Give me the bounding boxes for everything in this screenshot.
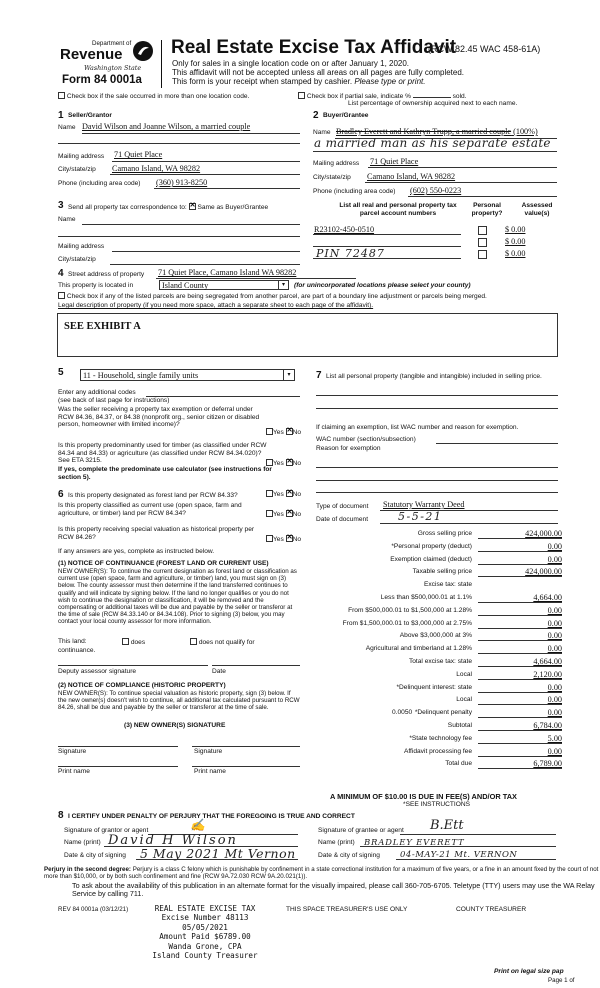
page-number: Page 1 of (548, 977, 575, 984)
revision-label: REV 84 0001a (03/12/21) (58, 906, 129, 913)
doc-date-label: Date of document (316, 516, 369, 523)
wac-label: WAC number (section/subsection) (316, 436, 416, 443)
legal-description: SEE EXHIBIT A (64, 321, 141, 332)
personal-checkbox-1[interactable] (478, 226, 487, 235)
tax-row-underline (478, 576, 562, 577)
corr-city-label: City/state/zip (58, 256, 96, 263)
timber-question: Is this property predominantly used for timber (as classified under RCW 84.34 and 84.33) or agriculture (as classified under RCW 84.34.020)? See ETA 3215. (58, 442, 267, 465)
certify-statement: I CERTIFY UNDER PENALTY OF PERJURY THAT THE FOREGOING IS TRUE AND CORRECT (68, 813, 355, 820)
tax-row-value[interactable]: 0.00 (547, 541, 562, 551)
section-3-number: 3 (58, 200, 64, 211)
tax-row-label: *Delinquent penalty (414, 709, 472, 717)
tax-row-underline (478, 756, 562, 757)
tax-row-value[interactable]: 0.00 (547, 682, 562, 692)
grantee-signature-label: Signature of grantee or agent (318, 827, 404, 834)
tax-row-label: Local (456, 670, 472, 678)
timber-answer[interactable]: Yes ✕ No (266, 459, 301, 468)
assessed-value-2[interactable]: $ 0.00 (505, 237, 526, 246)
tax-row-label: Taxable selling price (412, 568, 472, 576)
tax-row-label: Agricultural and timberland at 1.28% (365, 645, 472, 653)
grantee-name-label: Name (print) (318, 839, 355, 846)
tax-row-value[interactable]: 0.00 (547, 708, 562, 718)
perjury-statement: Perjury in the second degree: Perjury is a class C felony which is punishable by confinement in a state correctional institution for a maximum of five years, or a fine in an amount fixed by the court of not more than $10,000, or by both such confinement and fine (RCW 9A.72.030 RCW 9A.20.021(1)). (44, 866, 599, 881)
seller-mail-label: Mailing address (58, 153, 105, 160)
street-label: Street address of property (68, 271, 145, 278)
percentage-note: List percentage of ownership acquired next to each name. (348, 100, 518, 107)
use-code-select[interactable]: 11 - Household, single family units ▾ (80, 369, 295, 381)
tax-row-label: Gross selling price (417, 530, 472, 537)
section-7-number: 7 (316, 370, 322, 381)
personal-checkbox-3[interactable] (478, 250, 487, 259)
notice-continuance-body: NEW OWNER(S): To continue the current designation as forest land or classification as current use (open space, farm and agriculture, or timber) land, you must sign on (3) below. The county assessor must then determine if the land transferred continues to qualify and will indicate by signing below. If the land no longer qualifies or you do not wish to continue the designation or classification, it will be removed and the compensating or additional taxes will be due and payable by the seller or transferor at the time of sale (RCW 84.33.140 or 84.34.108). Prior to signing (3) below, you may contact your local county assessor for more information. (58, 568, 297, 626)
personal-checkbox-2[interactable] (478, 238, 487, 247)
answers-note: If any answers are yes, complete as instructed below. (58, 548, 215, 555)
treasurer-receipt-stamp: REAL ESTATE EXCISE TAX Excise Number 48113 05/05/2021 Amount Paid $6789.00 Wanda Grone, CPA Island County Treasurer (152, 904, 258, 961)
section-4-number: 4 (58, 268, 64, 279)
codes-instructions: (see back of last page for instructions) (58, 397, 170, 404)
seller-heading: Seller/Grantor (68, 112, 112, 119)
new-owner-signature-title: (3) NEW OWNER(S) SIGNATURE (124, 722, 226, 729)
assessed-value-3[interactable]: $ 0.00 (505, 249, 526, 258)
historic-answer[interactable]: Yes ✕ No (266, 535, 301, 544)
tax-row-value[interactable]: 424,000.00 (525, 529, 562, 538)
header-line-3: This form is your receipt when stamped by cashier. Please type or print. (172, 77, 426, 86)
chevron-down-icon[interactable]: ▾ (283, 370, 294, 380)
grantor-signature-label: Signature of grantor or agent (64, 827, 149, 834)
tax-row-label: *State technology fee (409, 734, 472, 742)
local-rate: 0.0050 (392, 709, 413, 716)
checkbox[interactable] (58, 292, 65, 299)
see-instructions: *SEE INSTRUCTIONS (403, 801, 471, 808)
tax-row-value[interactable]: 0.00 (547, 695, 562, 705)
historic-question: Is this property receiving special valuation as historical property per RCW 84.26? (58, 526, 255, 541)
buyer-name[interactable]: Bradley Everett and Kathryn Trupp, a married couple (100%) (336, 127, 538, 136)
section-8-number: 8 (58, 810, 64, 821)
tax-row-underline (478, 640, 562, 641)
owner-print-label-2: Print name (194, 768, 226, 775)
exemption-question: Was the seller receiving a property tax exemption or deferral under RCW 84.36, 84.37, or 84.38 (nonprofit org., senior citizen or disabled person, homeowner with limited income)? (58, 406, 260, 429)
grantor-name-label: Name (print) (64, 839, 101, 846)
street-address[interactable]: 71 Quiet Place, Camano Island WA 98282 (158, 268, 297, 277)
exemption-label: If claiming an exemption, list WAC number and reason for exemption. (316, 424, 519, 431)
tax-row-value[interactable]: 6,784.00 (533, 721, 562, 730)
segregated-check[interactable]: Check box if any of the listed parcels are being segregated from another parcel, are part of a boundary line adjustment or parcels being merged. (58, 292, 487, 301)
grantee-signature[interactable]: B.Ett (430, 818, 464, 833)
exemption-answer[interactable]: Yes ✕ No (266, 428, 301, 437)
personal-heading: Personal property? (471, 202, 503, 217)
tax-row-underline (478, 551, 562, 552)
tax-row-label: Total excise tax: state (408, 658, 472, 665)
seller-phone[interactable]: (360) 913-8250 (156, 178, 208, 187)
doc-type-label: Type of document (316, 503, 369, 510)
partial-sale-check[interactable]: Check box if partial sale, indicate % sold. (298, 92, 467, 101)
grantee-date-city[interactable]: 04-MAY-21 Mt. VERNON (400, 850, 518, 860)
tax-row-underline (478, 538, 562, 539)
dor-logo-text: Revenue (60, 46, 123, 63)
tax-row-value[interactable]: 0.00 (547, 644, 562, 654)
unincorp-note: (for unincorporated locations please select your county) (294, 282, 471, 289)
tax-row-underline (478, 602, 562, 603)
checkbox[interactable] (298, 92, 305, 99)
checkbox[interactable] (58, 92, 65, 99)
tax-row-value[interactable]: 0.00 (547, 554, 562, 564)
form-rcw: (RCW 82.45 WAC 458-61A) (428, 44, 541, 54)
tax-row-value[interactable]: 4,664.00 (533, 593, 562, 602)
correspondence-label: Send all property tax correspondence to: ✕ Same as Buyer/Grantee (68, 203, 268, 212)
legal-size-note: Print on legal size pap (494, 968, 564, 975)
tax-row-value[interactable]: 0.00 (547, 631, 562, 641)
buyer-city-label: City/state/zip (313, 174, 351, 181)
tax-row-underline (478, 564, 562, 565)
tax-row-value[interactable]: 6,789.00 (533, 759, 562, 769)
assessed-heading: Assessed value(s) (521, 202, 553, 217)
header-line-2: This affidavit will not be accepted unless all areas on all pages are fully completed. (172, 68, 465, 77)
deputy-signature-label: Deputy assessor signature (58, 668, 137, 675)
buyer-city[interactable]: Camano Island, WA 98282 (367, 172, 456, 181)
grantor-signature[interactable]: ✍ (190, 818, 205, 832)
assessed-value-1[interactable]: $ 0.00 (505, 225, 526, 234)
parcel-heading: List all real and personal property tax parcel account numbers (339, 202, 457, 217)
buyer-handwritten-note: a married man as his separate estate (314, 136, 551, 150)
state-label: Washington State (84, 64, 142, 72)
seller-name[interactable]: David Wilson and Joanne Wilson, a married couple (82, 122, 251, 131)
dept-label: Department of (92, 40, 132, 47)
tax-row-value[interactable]: 0.00 (547, 618, 562, 628)
tax-row-label: From $500,000.01 to $1,500,000 at 1.28% (348, 606, 472, 614)
tax-row-underline (478, 717, 562, 718)
tax-row-label: Total due (445, 760, 472, 768)
header-divider (161, 40, 162, 88)
tax-row-value[interactable]: 4,664.00 (533, 657, 562, 666)
minimum-due-note: A MINIMUM OF $10.00 IS DUE IN FEE(S) AND/OR TAX (330, 792, 517, 801)
tax-row-underline (478, 692, 562, 693)
owner-signature-label-1: Signature (58, 748, 87, 755)
seller-phone-label: Phone (including area code) (58, 180, 141, 187)
buyer-name-label: Name (313, 129, 331, 136)
seller-mail[interactable]: 71 Quiet Place (114, 150, 163, 159)
section-6-number: 6 (58, 489, 64, 500)
buyer-heading: Buyer/Grantee (323, 112, 369, 119)
tax-row-underline (478, 730, 562, 731)
deputy-date-label: Date (212, 668, 226, 675)
tax-row-value[interactable]: 2,120.00 (533, 669, 562, 679)
doc-date[interactable]: 5-5-21 (398, 510, 443, 523)
grantor-name[interactable]: David H Wilson (108, 833, 238, 848)
section-2-number: 2 (313, 110, 319, 121)
tax-row-underline (478, 666, 562, 667)
buyer-phone-label: Phone (including area code) (313, 188, 396, 195)
county-treasurer-label: COUNTY TREASURER (456, 906, 527, 913)
notice-continuance-title: (1) NOTICE OF CONTINUANCE (FOREST LAND OR CURRENT USE) (58, 560, 269, 567)
personal-property-label: List all personal property (tangible and intangible) included in selling price. (326, 373, 542, 380)
seller-name-label: Name (58, 124, 76, 131)
doc-type[interactable]: Statutory Warranty Deed (383, 500, 465, 509)
owner-signature-label-2: Signature (194, 748, 223, 755)
tax-row-underline (478, 743, 562, 744)
tax-row-value[interactable]: 5.00 (547, 733, 562, 743)
tax-row-underline (478, 679, 562, 680)
form-title: Real Estate Excise Tax Affidavit (171, 37, 457, 58)
grantee-date-label: Date & city of signing (318, 852, 380, 859)
multi-location-check[interactable]: Check box if the sale occurred in more than one location code. (58, 92, 249, 101)
tax-row-label: Above $3,000,000 at 3% (399, 632, 472, 640)
corr-name-label: Name (58, 216, 76, 223)
form-number: Form 84 0001a (62, 74, 142, 86)
notice-compliance-body: NEW OWNER(S): To continue special valuation as historic property, sign (3) below. If the new owner(s) doesn't wish to continue, all additional tax calculated pursuant to RCW 84.26, shall be due and payable by the seller or transferor at the time of sale. (58, 690, 300, 712)
this-land-label: This land: (58, 638, 87, 645)
tax-row-label: *Personal property (deduct) (391, 542, 472, 550)
buyer-mail[interactable]: 71 Quiet Place (370, 157, 419, 166)
tax-row-label: Subtotal (447, 722, 472, 729)
seller-city[interactable]: Camano Island, WA 98282 (112, 164, 201, 173)
current-use-answer[interactable]: Yes ✕ No (266, 510, 301, 519)
seller-city-label: City/state/zip (58, 166, 96, 173)
forest-question: Is this property designated as forest land per RCW 84.33? (68, 492, 238, 499)
legal-label: Legal description of property (if you need more space, attach a separate sheet to each page of the affidavit). (58, 302, 374, 309)
grantor-date-city[interactable]: 5 May 2021 Mt Vernon (140, 846, 296, 861)
continuance-label: continuance. (58, 647, 96, 654)
owner-print-label-1: Print name (58, 768, 90, 775)
pin-handwritten: PIN 72487 (316, 247, 385, 260)
tax-row-label: Excise tax: state (423, 581, 472, 589)
parcel-number-1[interactable]: R23102-450-0510 (314, 225, 375, 234)
tax-row-label: Exemption claimed (deduct) (390, 555, 472, 563)
grantor-date-label: Date & city of signing (64, 852, 126, 859)
county-select[interactable]: Island County ▾ (159, 280, 289, 290)
dor-logo-icon (132, 40, 154, 62)
tax-row-label: From $1,500,000.01 to $3,000,000 at 2.75% (342, 619, 472, 627)
notice-compliance-title: (2) NOTICE OF COMPLIANCE (HISTORIC PROPERTY) (58, 682, 226, 689)
does-not-check[interactable]: does not qualify for (190, 638, 255, 647)
tax-row-label: Local (456, 696, 472, 704)
additional-codes-label: Enter any additional codes (58, 389, 136, 396)
tax-row-label: Less than $500,000.01 at 1.1% (380, 594, 472, 601)
buyer-mail-label: Mailing address (313, 160, 360, 167)
section-1-number: 1 (58, 110, 64, 121)
tax-row-label: Affidavit processing fee (403, 747, 472, 755)
section-5-number: 5 (58, 367, 64, 378)
tax-row-underline (478, 653, 562, 654)
located-label: This property is located in (58, 282, 134, 289)
header-line-1: Only for sales in a single location code on or after January 1, 2020. (172, 59, 410, 68)
tax-row-underline (478, 628, 562, 629)
does-check[interactable]: does (122, 638, 145, 647)
forest-answer[interactable]: Yes ✕ No (266, 490, 301, 499)
tax-row-value[interactable]: 0.00 (547, 746, 562, 756)
chevron-down-icon[interactable]: ▾ (278, 281, 288, 289)
legal-description-box[interactable] (57, 313, 558, 357)
tax-row-underline (478, 768, 562, 769)
tax-row-label: *Delinquent interest: state (396, 683, 472, 691)
grantee-name[interactable]: BRADLEY EVERETT (364, 838, 465, 848)
current-use-question: Is this property classified as current use (open space, farm and agriculture, or timber) land per RCW 84.34? (58, 502, 242, 517)
corr-mail-label: Mailing address (58, 243, 105, 250)
alt-format-note: To ask about the availability of this publication in an alternate format for the visually impaired, please call 360-705-6705. Teletype (TTY) users may use the WA Relay Service by calling 711. (72, 881, 595, 899)
buyer-phone[interactable]: (602) 550-0223 (410, 186, 462, 195)
reason-label: Reason for exemption (316, 445, 381, 452)
tax-row-value[interactable]: 424,000.00 (525, 567, 562, 577)
tax-row-underline (478, 704, 562, 705)
tax-row-value[interactable]: 0.00 (547, 605, 562, 615)
treasurer-use-label: THIS SPACE TREASURER'S USE ONLY (286, 906, 408, 913)
tax-row-underline (478, 615, 562, 616)
predominate-note: If yes, complete the predominate use calculator (see instructions for section 5). (58, 466, 272, 481)
same-as-buyer-checkbox[interactable] (189, 203, 196, 210)
